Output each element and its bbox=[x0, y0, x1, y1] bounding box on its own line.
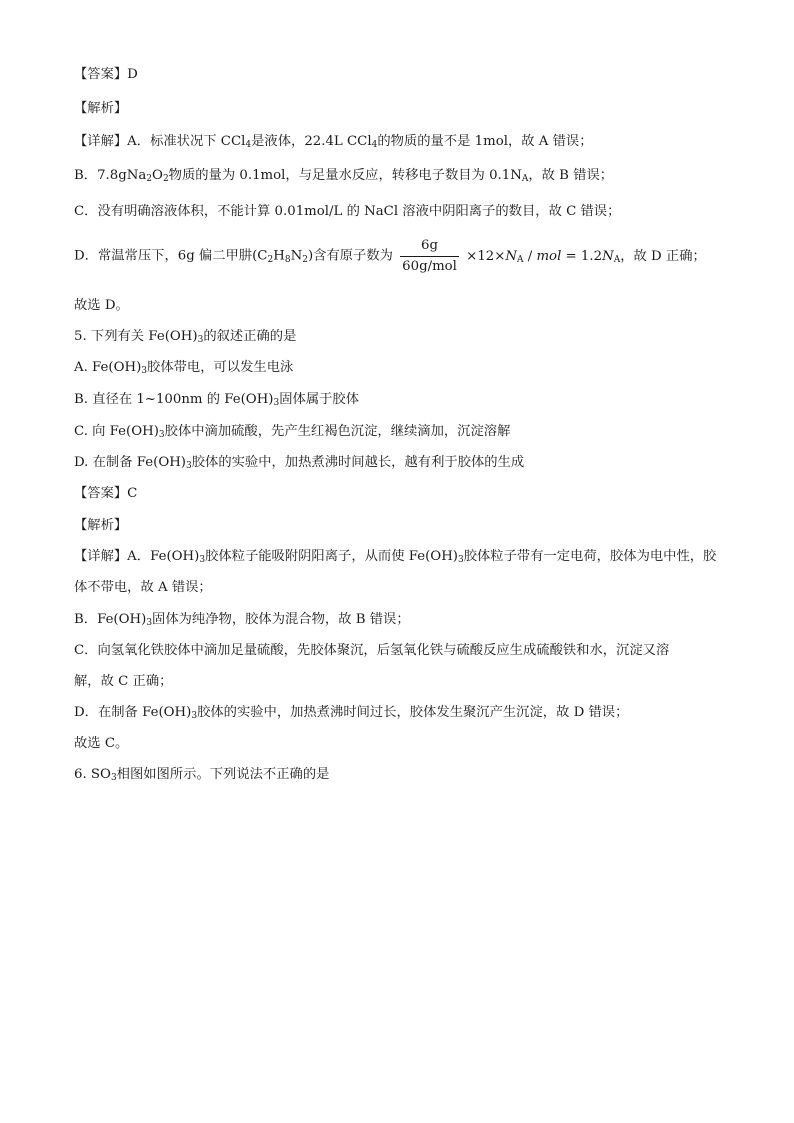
q4-detail-c: C．没有明确溶液体积，不能计算 0.01mol/L 的 NaCl 溶液中阴阳离子的数目，故 C 错误； bbox=[74, 204, 621, 219]
q4-detail-a: 【详解】A．标准状况下 CCl$_4$是液体，22.4L CCl$_4$的物质的量不是 1mol，故 A 错误； bbox=[74, 134, 593, 150]
q5-analysis-heading: 【解析】 bbox=[74, 518, 128, 533]
q4-analysis-heading: 【解析】 bbox=[74, 101, 128, 116]
q5-option-b: B. 直径在 1~100nm 的 $Fe(OH)_3$固体属于胶体 bbox=[74, 392, 360, 408]
q5-detail-a-line2: 体不带电，故 A 错误； bbox=[74, 580, 212, 595]
q4-conclusion: 故选 D。 bbox=[74, 298, 129, 313]
q5-detail-c-line2: 解，故 C 正确； bbox=[74, 674, 173, 689]
q5-option-c: C. 向 $Fe(OH)_3$胶体中滴加硫酸，先产生红褐色沉淀，继续滴加，沉淀溶解 bbox=[74, 424, 511, 440]
q5-detail-b: B．$Fe(OH)_3$固体为纯净物，胶体为混合物，故 B 错误； bbox=[74, 612, 410, 628]
q5-detail-d: D．在制备 $Fe(OH)_3$胶体的实验中，加热煮沸时间过长，胶体发生聚沉产生沉淀，故 D 错误； bbox=[74, 705, 629, 721]
q5-answer: 【答案】C bbox=[74, 486, 138, 501]
fraction: $\frac{6g}{\text{60g/mol}}$ bbox=[402, 238, 457, 274]
q4-answer: 【答案】D bbox=[74, 67, 138, 82]
q4-detail-b: B．$7.8gNa_2O_2$物质的量为 0.1mol，与足量水反应，转移电子数目为 $0.1N_A$，故 B 错误； bbox=[74, 168, 614, 184]
q5-stem: 5. 下列有关 $Fe(OH)_3$的叙述正确的是 bbox=[74, 329, 297, 345]
q5-detail-c-line1: C．向氢氧化铁胶体中滴加足量硫酸，先胶体聚沉，后氢氧化铁与硫酸反应生成硫酸铁和水，沉淀又溶 bbox=[74, 643, 670, 658]
q4-detail-d: D．常温常压下，6g 偏二甲肼$(C_2H_8N_2)$含有原子数为 $\frac{6g}{\text{60g/mol}}$ $\times 12\times N_A$ / mol = $1.2N_A$，故 D 正确； bbox=[74, 238, 706, 274]
q5-option-a: A. $Fe(OH)_3$胶体带电，可以发生电泳 bbox=[74, 360, 294, 376]
q5-detail-a-line1: 【详解】A．$Fe(OH)_3$胶体粒子能吸附阴阳离子，从而使 $Fe(OH)_3$胶体粒子带有一定电荷，胶体为电中性，胶 bbox=[74, 549, 717, 565]
q5-option-d: D. 在制备 $Fe(OH)_3$胶体的实验中，加热煮沸时间越长，越有利于胶体的生成 bbox=[74, 455, 525, 471]
q6-stem: 6. $SO_3$相图如图所示。下列说法不正确的是 bbox=[74, 767, 330, 783]
q5-conclusion: 故选 C。 bbox=[74, 736, 129, 751]
